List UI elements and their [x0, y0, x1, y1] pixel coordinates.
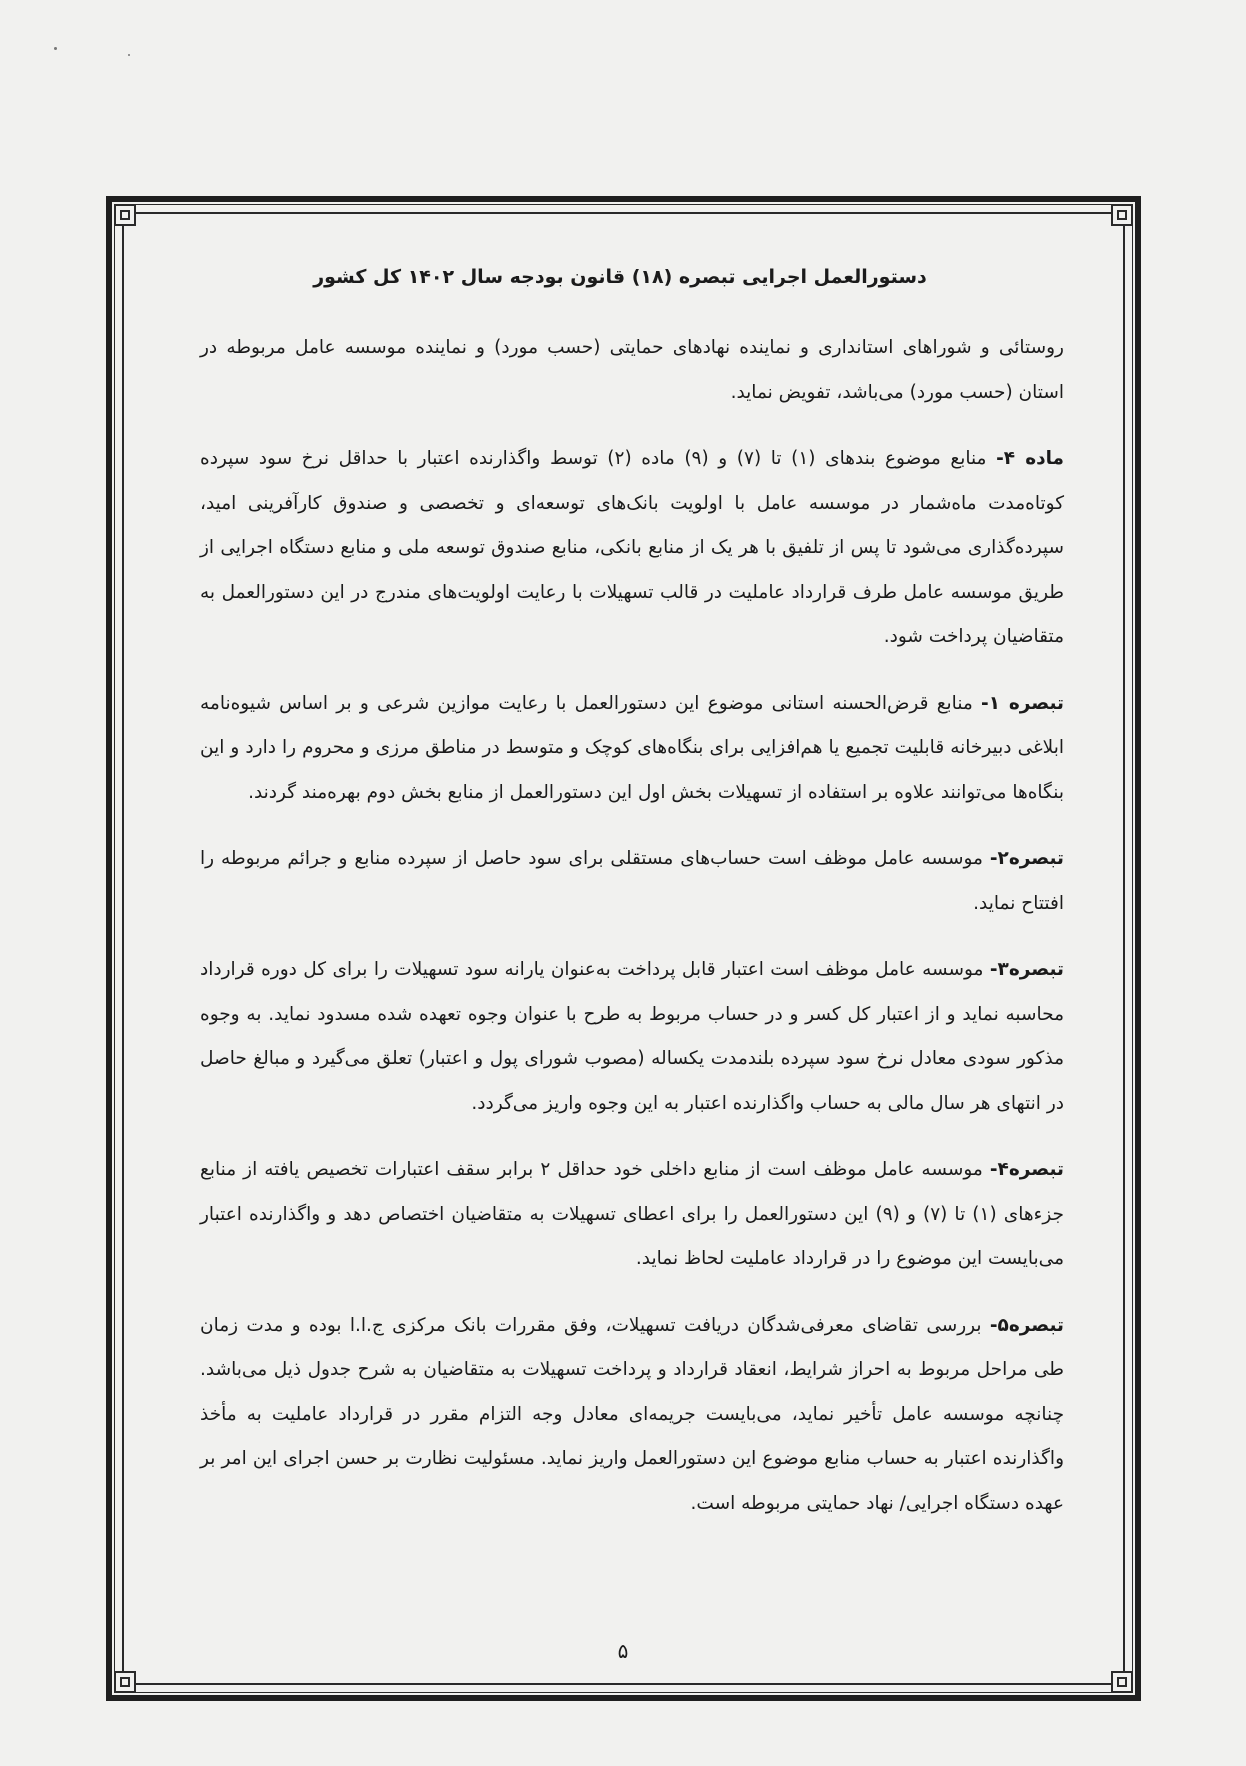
- note-4-text: موسسه عامل موظف است از منابع داخلی خود حداقل ۲ برابر سقف اعتبارات تخصیص یافته از منابع جزءهای (۱) تا (۷) و (۹) این دستورالعمل را برای اعطای تسهیلات به متقاضیان اختصاص دهد و واگذارنده اعتبار می‌بایست این موضوع را در قرارداد عاملیت لحاظ نماید.: [200, 1159, 1064, 1269]
- note-2-paragraph: [200, 837, 1064, 926]
- document-body: [200, 326, 1064, 1548]
- page-number: ۵: [617, 1639, 629, 1663]
- frame-corner-ornament: [114, 1671, 136, 1693]
- note-2-label: تبصره۲-: [989, 848, 1064, 869]
- note-3-paragraph: [200, 948, 1064, 1126]
- note-2-text: موسسه عامل موظف است حساب‌های مستقلی برای سود حاصل از سپرده منابع و جرائم مربوطه را افتتاح نماید.: [200, 848, 1064, 914]
- note-5-label: تبصره۵-: [989, 1314, 1064, 1336]
- article-4-text: منابع موضوع بندهای (۱) تا (۷) و (۹) ماده (۲) توسط واگذارنده اعتبار با حداقل نرخ سود سپرده کوتاه‌مدت ماه‌شمار در موسسه عامل با اولویت بانک‌های توسعه‌ای و تخصصی و صندوق کارآفرینی امید، سپرده‌گذاری می‌شود تا پس از تلفیق با هر یک از منابع بانکی، منابع صندوق توسعه ملی و منابع دستگاه اجرایی از طریق موسسه عامل طرف قرارداد عاملیت در قالب تسهیلات با رعایت اولویت‌های مندرج در این دستورالعمل به متقاضیان پرداخت شود.: [200, 448, 1064, 647]
- note-1-paragraph: [200, 682, 1064, 816]
- note-5-text: بررسی تقاضای معرفی‌شدگان دریافت تسهیلات، وفق مقررات بانک مرکزی ج.ا.ا بوده و مدت زمان طی مراحل مربوط به احراز شرایط، انعقاد قرارداد و پرداخت تسهیلات به متقاضیان به شرح جدول ذیل می‌باشد. چنانچه موسسه عامل تأخیر نماید، می‌بایست جریمه‌ای معادل وجه التزام مقرر در قرارداد عاملیت به مأخذ واگذارنده اعتبار به حساب منابع موضوع این دستورالعمل واریز نماید. مسئولیت نظارت بر حسن اجرای این امر بر عهده دستگاه اجرایی/ نهاد حمایتی مربوطه است.: [200, 1314, 1064, 1514]
- note-3-text: موسسه عامل موظف است اعتبار قابل پرداخت به‌عنوان یارانه سود تسهیلات را برای کل دوره قرارداد محاسبه نماید و از اعتبار کل کسر و در حساب مربوط به طرح با عنوان وجوه تعهده شده مسدود نماید. به وجوه مذکور سودی معادل نرخ سود سپرده بلندمدت یکساله (مصوب شورای پول و اعتبار) تعلق می‌گیرد و مبالغ حاصل در انتهای هر سال مالی به حساب واگذارنده اعتبار به این وجوه واریز می‌گردد.: [200, 959, 1064, 1114]
- scan-speck: [128, 54, 130, 56]
- document-title: دستورالعمل اجرایی تبصره (۱۸) قانون بودجه سال ۱۴۰۲ کل کشور: [313, 266, 927, 288]
- scan-speck: [54, 47, 57, 50]
- note-1-text: منابع قرض‌الحسنه استانی موضوع این دستورالعمل با رعایت موازین شرعی و بر اساس شیوه‌نامه ابلاغی دبیرخانه قابلیت تجمیع یا هم‌افزایی برای بنگاه‌های کوچک و متوسط در مناطق مرزی و محروم را دارد و این بنگاه‌ها می‌توانند علاوه بر استفاده از تسهیلات بخش اول این دستورالعمل از منابع بخش دوم بهره‌مند گردند.: [200, 692, 1064, 803]
- frame-corner-ornament: [1111, 204, 1133, 226]
- frame-corner-ornament: [1111, 1671, 1133, 1693]
- note-5-paragraph: [200, 1304, 1064, 1527]
- note-4-label: تبصره۴-: [989, 1159, 1064, 1180]
- article-4-label: ماده ۴-: [996, 448, 1065, 469]
- frame-corner-ornament: [114, 204, 136, 226]
- note-3-label: تبصره۳-: [989, 959, 1064, 980]
- note-4-paragraph: [200, 1148, 1064, 1282]
- article-4-paragraph: [200, 437, 1064, 660]
- note-1-label: تبصره ۱-: [981, 692, 1064, 714]
- intro-paragraph: روستائی و شوراهای استانداری و نماینده نهادهای حمایتی (حسب مورد) و نماینده موسسه عامل مربوطه در استان (حسب مورد) می‌باشد، تفویض نماید.: [200, 337, 1064, 403]
